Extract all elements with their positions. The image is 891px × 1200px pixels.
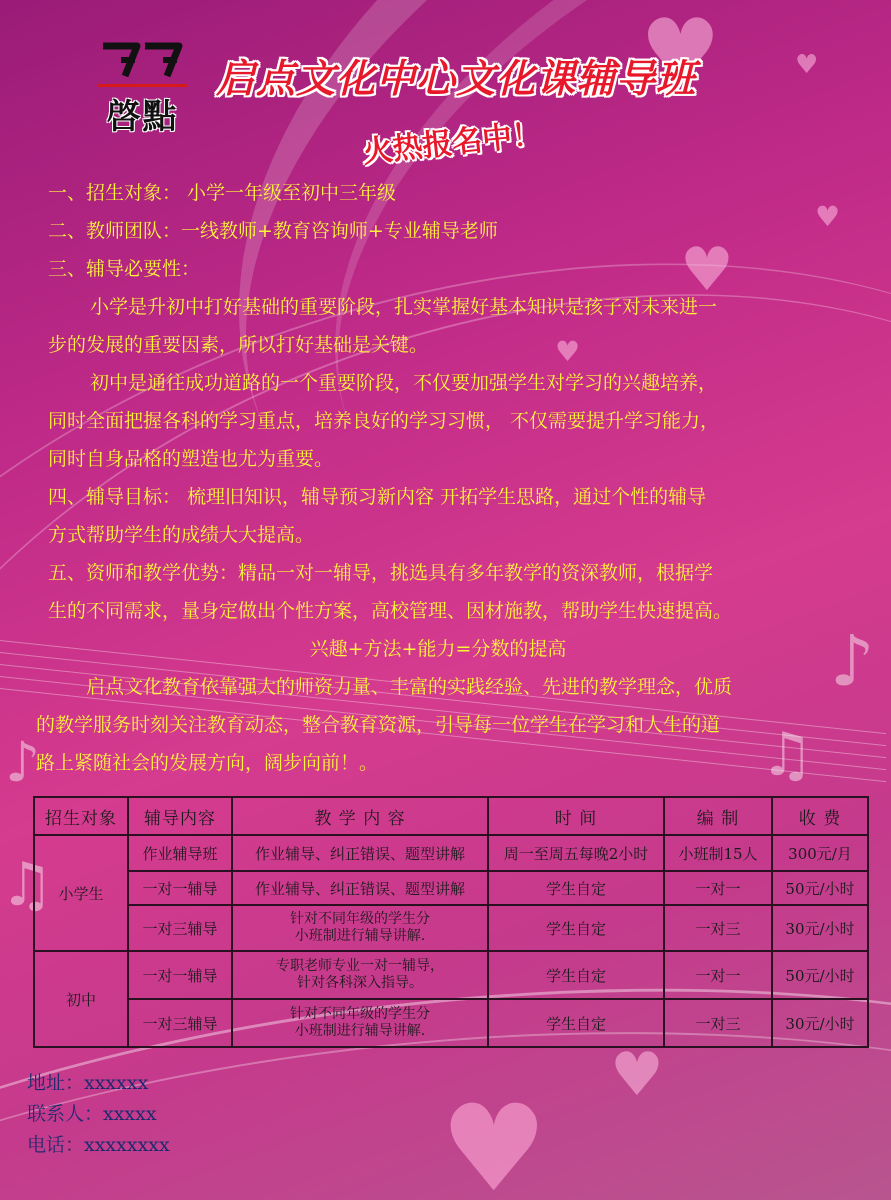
table-header-row — [34, 797, 868, 835]
table-cell-fee: 50元/小时 — [772, 951, 868, 999]
intro-line-teachers: 二、教师团队：一线教师+教育咨询师+专业辅导老师 — [48, 220, 498, 242]
music-note-icon: ♫ — [0, 850, 54, 920]
intro-line-advantage: 生的不同需求，量身定做出个性方案，高校管理、因材施教，帮助学生快速提高。 — [48, 600, 733, 622]
column-header: 编 制 — [664, 797, 772, 835]
table-cell-size: 一对一 — [664, 951, 772, 999]
intro-text — [36, 174, 848, 782]
column-header: 辅导内容 — [128, 797, 232, 835]
logo-text: 啓點 — [106, 97, 179, 137]
table-cell-type: 一对一辅导 — [128, 951, 232, 999]
content-line: 针对不同年级的学生分 — [290, 911, 430, 927]
table-cell-time: 学生自定 — [488, 951, 664, 999]
phone-text: 电话：xxxxxxxx — [27, 1134, 170, 1156]
table-cell-time: 学生自定 — [488, 999, 664, 1047]
logo-divider — [98, 84, 188, 87]
table-row — [34, 871, 868, 905]
table-cell-type: 作业辅导班 — [128, 835, 232, 871]
intro-line-paragraph: 初中是通往成功道路的一个重要阶段，不仅要加强学生对学习的兴趣培养， — [90, 372, 718, 394]
table-cell-time: 周一至周五每晚2小时 — [488, 835, 664, 871]
closing-paragraph: 路上紧随社会的发展方向，阔步向前！。 — [36, 752, 379, 774]
table-cell-target: 初中 — [34, 951, 128, 1047]
table-cell-size: 一对三 — [664, 999, 772, 1047]
closing-paragraph: 启点文化教育依靠强大的师资力量、丰富的实践经验、先进的教学理念，优质 — [86, 676, 733, 698]
content-line: 针对不同年级的学生分 — [290, 1006, 430, 1022]
course-table — [33, 796, 869, 1048]
table-cell-fee: 50元/小时 — [772, 871, 868, 905]
brand-logo — [95, 40, 190, 152]
table-cell-size: 一对三 — [664, 905, 772, 951]
contact-info — [27, 1068, 170, 1161]
table-cell-fee: 30元/小时 — [772, 905, 868, 951]
table-cell-content: 作业辅导、纠正错误、题型讲解 — [232, 871, 488, 905]
music-note-icon: ♪ — [830, 620, 875, 702]
intro-line-paragraph: 小学是升初中打好基础的重要阶段，扎实掌握好基本知识是孩子对未来进一 — [90, 296, 718, 318]
table-cell-type: 一对三辅导 — [128, 905, 232, 951]
intro-line-goal: 四、辅导目标： 梳理旧知识，辅导预习新内容 开拓学生思路，通过个性的辅导 — [48, 486, 707, 508]
heart-icon: ♥ — [610, 1040, 664, 1110]
column-header: 时 间 — [488, 797, 664, 835]
table-cell-content — [232, 999, 488, 1047]
table-row — [34, 835, 868, 871]
column-header: 招生对象 — [34, 797, 128, 835]
heart-icon: ♥ — [440, 1080, 548, 1200]
intro-line-target: 一、招生对象： 小学一年级至初中三年级 — [48, 182, 397, 204]
heart-icon: ♥ — [795, 50, 819, 80]
table-cell-type: 一对一辅导 — [128, 871, 232, 905]
music-note-icon: ♫ — [760, 720, 814, 790]
page-subtitle: 火热报名中！ — [361, 116, 544, 171]
table-cell-fee: 300元/月 — [772, 835, 868, 871]
intro-line-paragraph: 同时全面把握各科的学习重点，培养良好的学习习惯， 不仅需要提升学习能力， — [48, 410, 720, 432]
heart-icon: ♥ — [640, 0, 721, 105]
heart-icon: ♥ — [555, 335, 581, 368]
content-line: 小班制进行辅导讲解. — [294, 1023, 426, 1039]
closing-paragraph: 的教学服务时刻关注教育动态，整合教育资源，引导每一位学生在学习和人生的道 — [36, 714, 721, 736]
table-cell-target: 小学生 — [34, 835, 128, 951]
table-row — [34, 951, 868, 999]
slogan: 兴趣+方法+能力=分数的提高 — [309, 638, 567, 660]
intro-line-paragraph: 步的发展的重要因素，所以打好基础是关键。 — [48, 334, 429, 356]
table-cell-fee: 30元/小时 — [772, 999, 868, 1047]
contact-person-text: 联系人：xxxxx — [27, 1103, 157, 1125]
music-note-icon: ♪ — [5, 730, 41, 794]
table-cell-size: 小班制15人 — [664, 835, 772, 871]
table-cell-content: 作业辅导、纠正错误、题型讲解 — [232, 835, 488, 871]
table-row — [34, 999, 868, 1047]
address-text: 地址：xxxxxx — [27, 1072, 149, 1094]
table-row — [34, 905, 868, 951]
heart-icon: ♥ — [680, 235, 734, 305]
heart-icon: ♥ — [815, 200, 841, 233]
intro-line-paragraph: 同时自身品格的塑造也尤为重要。 — [48, 448, 334, 470]
page-title: 启点文化中心文化课辅导班 — [216, 57, 697, 102]
column-header: 收 费 — [772, 797, 868, 835]
intro-line-goal: 方式帮助学生的成绩大大提高。 — [48, 524, 315, 546]
content-line: 小班制进行辅导讲解. — [294, 928, 426, 944]
table-cell-type: 一对三辅导 — [128, 999, 232, 1047]
table-cell-content — [232, 905, 488, 951]
table-cell-time: 学生自定 — [488, 871, 664, 905]
content-line: 针对各科深入指导。 — [297, 975, 423, 991]
intro-line-advantage: 五、资师和教学优势：精品一对一辅导，挑选具有多年教学的资深教师，根据学 — [48, 562, 714, 584]
table-cell-size: 一对一 — [664, 871, 772, 905]
logo-mark-icon — [99, 40, 187, 80]
table-cell-content — [232, 951, 488, 999]
intro-line-necessity: 三、辅导必要性： — [48, 258, 201, 280]
table-cell-time: 学生自定 — [488, 905, 664, 951]
content-line: 专职老师专业一对一辅导， — [276, 958, 444, 974]
column-header: 教 学 内 容 — [232, 797, 488, 835]
